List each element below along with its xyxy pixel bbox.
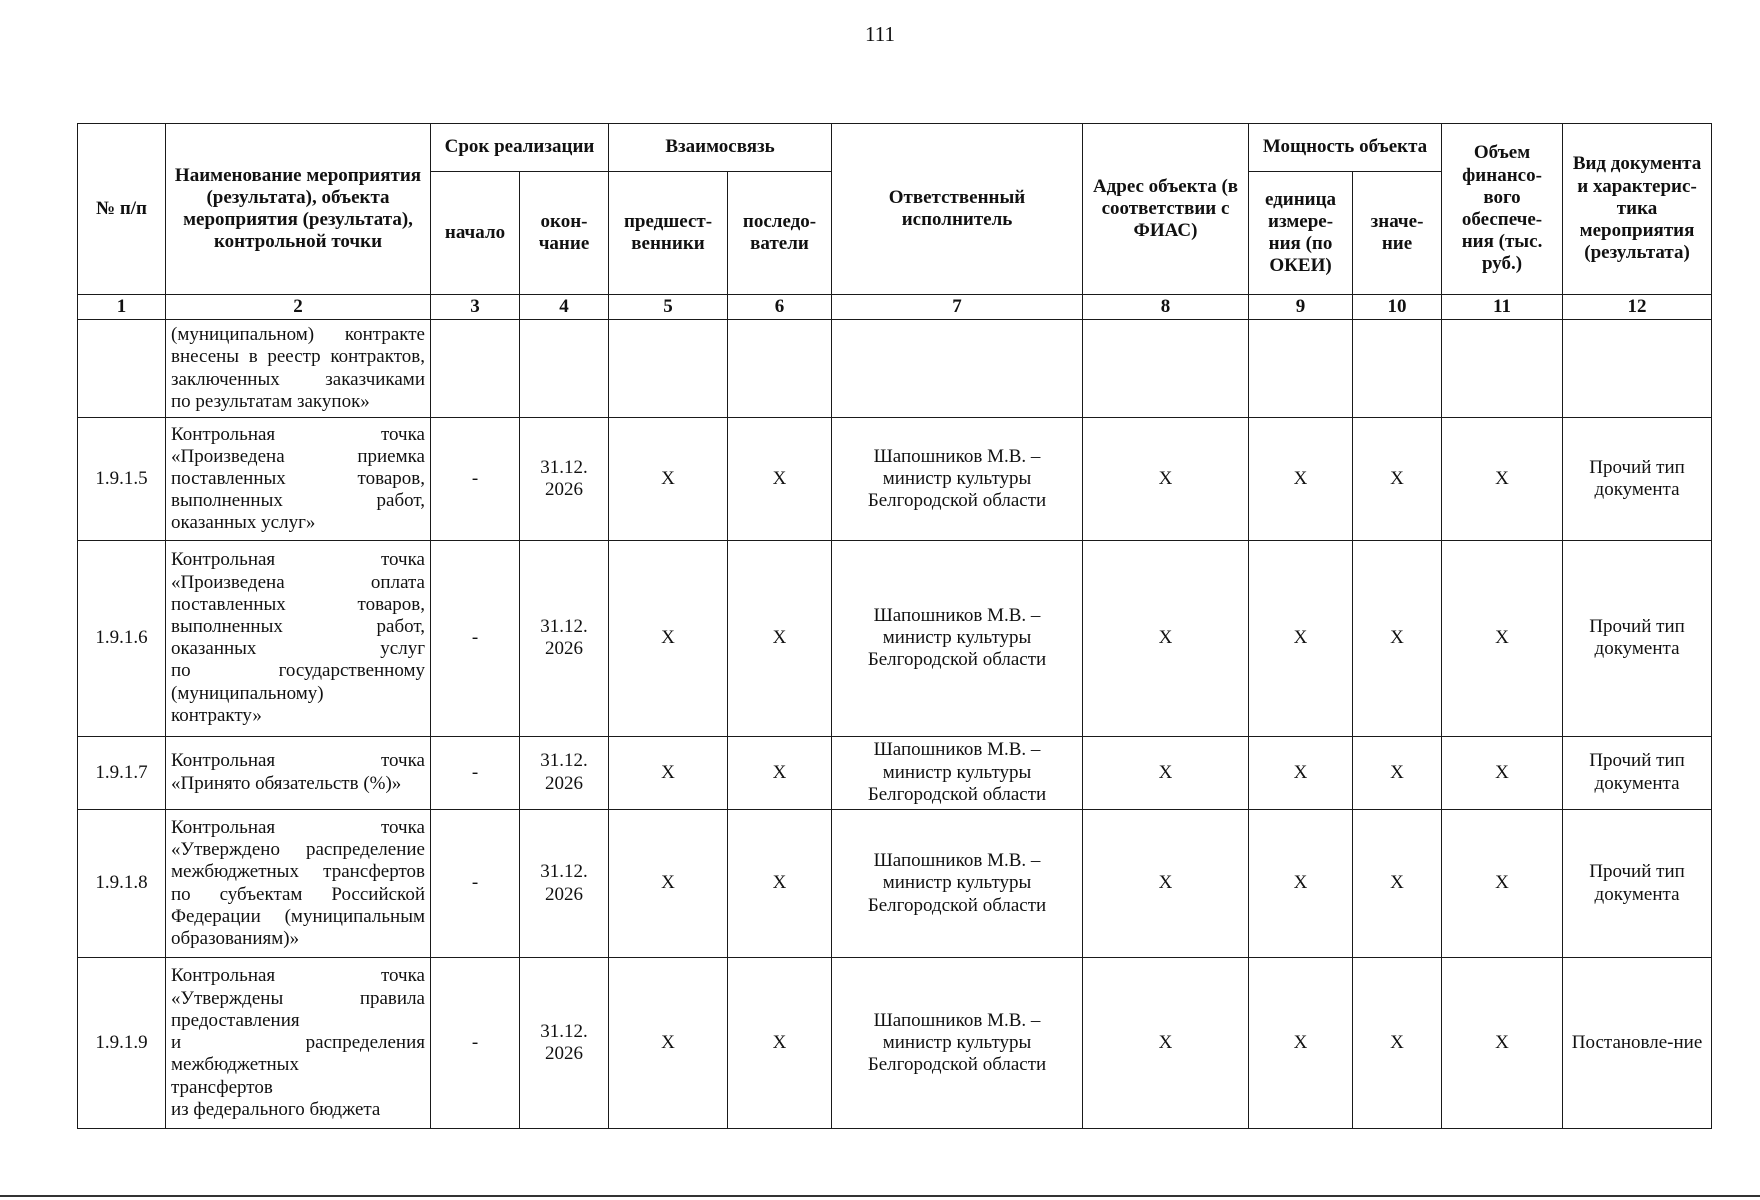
row-successors: X [728,809,832,958]
row-end: 31.12. 2026 [520,418,609,540]
row-name-line: внесены в реестр контрактов, [171,346,425,368]
row-executor: Шапошников М.В. – министр культуры Белгородской области [832,809,1083,958]
header-term-end: окон-чание [520,172,609,295]
header-executor: Ответственный исполнитель [832,124,1083,295]
row-value: X [1353,736,1442,809]
column-number: 9 [1249,295,1353,320]
table-row [78,809,1712,958]
row-start [431,320,520,418]
row-finance [1442,320,1563,418]
row-successors [728,320,832,418]
row-name-line: выполненных работ, [171,615,425,637]
column-number: 8 [1083,295,1249,320]
row-name-line: (муниципальном) контракте [171,324,425,346]
row-successors: X [728,958,832,1129]
row-start: - [431,540,520,736]
row-name-line: по субъектам Российской [171,883,425,905]
column-number: 6 [728,295,832,320]
row-name-line: «Произведена приемка [171,445,425,467]
header-capacity-unit: единица измере-ния (по ОКЕИ) [1249,172,1353,295]
row-start: - [431,418,520,540]
header-num: № п/п [78,124,166,295]
row-value: X [1353,809,1442,958]
row-name-line: поставленных товаров, [171,593,425,615]
header-address: Адрес объекта (в соответствии с ФИАС) [1083,124,1249,295]
row-unit: X [1249,958,1353,1129]
row-name-line: межбюджетных трансфертов [171,861,425,883]
column-number: 10 [1353,295,1442,320]
plan-table [77,123,1712,1129]
header-capacity: Мощность объекта [1249,124,1442,172]
row-end [520,320,609,418]
row-start: - [431,736,520,809]
row-number: 1.9.1.5 [78,418,166,540]
row-predecessors: X [609,418,728,540]
row-value [1353,320,1442,418]
header-relation: Взаимосвязь [609,124,832,172]
row-document: Прочий тип документа [1563,809,1712,958]
row-executor [832,320,1083,418]
row-value: X [1353,540,1442,736]
row-name-line: и распределения [171,1032,425,1054]
row-name-line: «Произведена оплата [171,571,425,593]
header-relation-prev: предшест-венники [609,172,728,295]
header-finance: Объем финансо-вого обеспече-ния (тыс. руб.) [1442,124,1563,295]
column-number: 12 [1563,295,1712,320]
row-name-line: по результатам закупок» [171,390,370,412]
row-end: 31.12. 2026 [520,958,609,1129]
row-value: X [1353,418,1442,540]
row-name [166,540,431,736]
row-start: - [431,809,520,958]
row-address: X [1083,418,1249,540]
row-document: Постановле-ние [1563,958,1712,1129]
row-address: X [1083,736,1249,809]
page-number: 111 [865,22,895,46]
row-successors: X [728,540,832,736]
row-successors: X [728,418,832,540]
row-name [166,809,431,958]
row-name-line: межбюджетных [171,1054,299,1076]
header-term: Срок реализации [431,124,609,172]
row-document: Прочий тип документа [1563,736,1712,809]
row-name-line: из федерального бюджета [171,1098,381,1120]
row-end: 31.12. 2026 [520,540,609,736]
row-number [78,320,166,418]
row-name-line: Контрольная точка [171,423,425,445]
row-executor: Шапошников М.В. – министр культуры Белгородской области [832,540,1083,736]
row-start: - [431,958,520,1129]
row-unit: X [1249,540,1353,736]
row-name [166,958,431,1129]
row-address: X [1083,958,1249,1129]
row-successors: X [728,736,832,809]
header-capacity-value: значе-ние [1353,172,1442,295]
row-name-line: трансфертов [171,1076,273,1098]
row-unit: X [1249,418,1353,540]
row-unit [1249,320,1353,418]
row-end: 31.12. 2026 [520,809,609,958]
row-executor: Шапошников М.В. – министр культуры Белгородской области [832,736,1083,809]
table-row [78,540,1712,736]
row-predecessors: X [609,540,728,736]
row-document: Прочий тип документа [1563,540,1712,736]
page-bottom-rule [0,1195,1760,1197]
row-name-line: Контрольная точка [171,750,425,772]
header-relation-next: последо-ватели [728,172,832,295]
row-document: Прочий тип документа [1563,418,1712,540]
row-predecessors: X [609,958,728,1129]
row-name-line: Контрольная точка [171,816,425,838]
row-finance: X [1442,958,1563,1129]
table-row [78,958,1712,1129]
row-name-line: поставленных товаров, [171,467,425,489]
row-name-line: предоставления [171,1009,300,1031]
column-number: 4 [520,295,609,320]
row-number: 1.9.1.6 [78,540,166,736]
row-unit: X [1249,809,1353,958]
row-name-line: «Принято обязательств (%)» [171,772,402,794]
row-predecessors: X [609,809,728,958]
row-name-line: Контрольная точка [171,549,425,571]
row-predecessors [609,320,728,418]
row-name [166,418,431,540]
row-name [166,320,431,418]
row-end: 31.12. 2026 [520,736,609,809]
row-address: X [1083,809,1249,958]
row-name-line: (муниципальному) [171,682,324,704]
header-term-start: начало [431,172,520,295]
row-name-line: по государственному [171,660,425,682]
row-address [1083,320,1249,418]
row-name-line: оказанных услуг [171,638,425,660]
row-executor: Шапошников М.В. – министр культуры Белгородской области [832,958,1083,1129]
row-document [1563,320,1712,418]
table-row [78,418,1712,540]
table-row [78,320,1712,418]
row-predecessors: X [609,736,728,809]
row-name-line: выполненных работ, [171,490,425,512]
row-finance: X [1442,809,1563,958]
header-name: Наименование мероприятия (результата), объекта мероприятия (результата), контрольной точки [166,124,431,295]
row-number: 1.9.1.9 [78,958,166,1129]
column-number: 11 [1442,295,1563,320]
column-number: 5 [609,295,728,320]
row-name-line: Контрольная точка [171,965,425,987]
row-name-line: контракту» [171,704,262,726]
row-number: 1.9.1.7 [78,736,166,809]
row-name [166,736,431,809]
row-unit: X [1249,736,1353,809]
row-number: 1.9.1.8 [78,809,166,958]
row-finance: X [1442,736,1563,809]
row-value: X [1353,958,1442,1129]
row-name-line: «Утверждено распределение [171,839,425,861]
header-doc: Вид документа и характерис-тика мероприятия (результата) [1563,124,1712,295]
row-address: X [1083,540,1249,736]
row-executor: Шапошников М.В. – министр культуры Белгородской области [832,418,1083,540]
column-number: 1 [78,295,166,320]
row-name-line: образованиям)» [171,928,300,949]
row-name-line: Федерации (муниципальным [171,905,425,927]
column-number: 7 [832,295,1083,320]
table-row [78,736,1712,809]
column-number: 2 [166,295,431,320]
column-number: 3 [431,295,520,320]
row-name-line: заключенных заказчиками [171,368,425,390]
row-name-line: «Утверждены правила [171,987,425,1009]
row-finance: X [1442,540,1563,736]
row-name-line: оказанных услуг» [171,512,316,534]
row-finance: X [1442,418,1563,540]
